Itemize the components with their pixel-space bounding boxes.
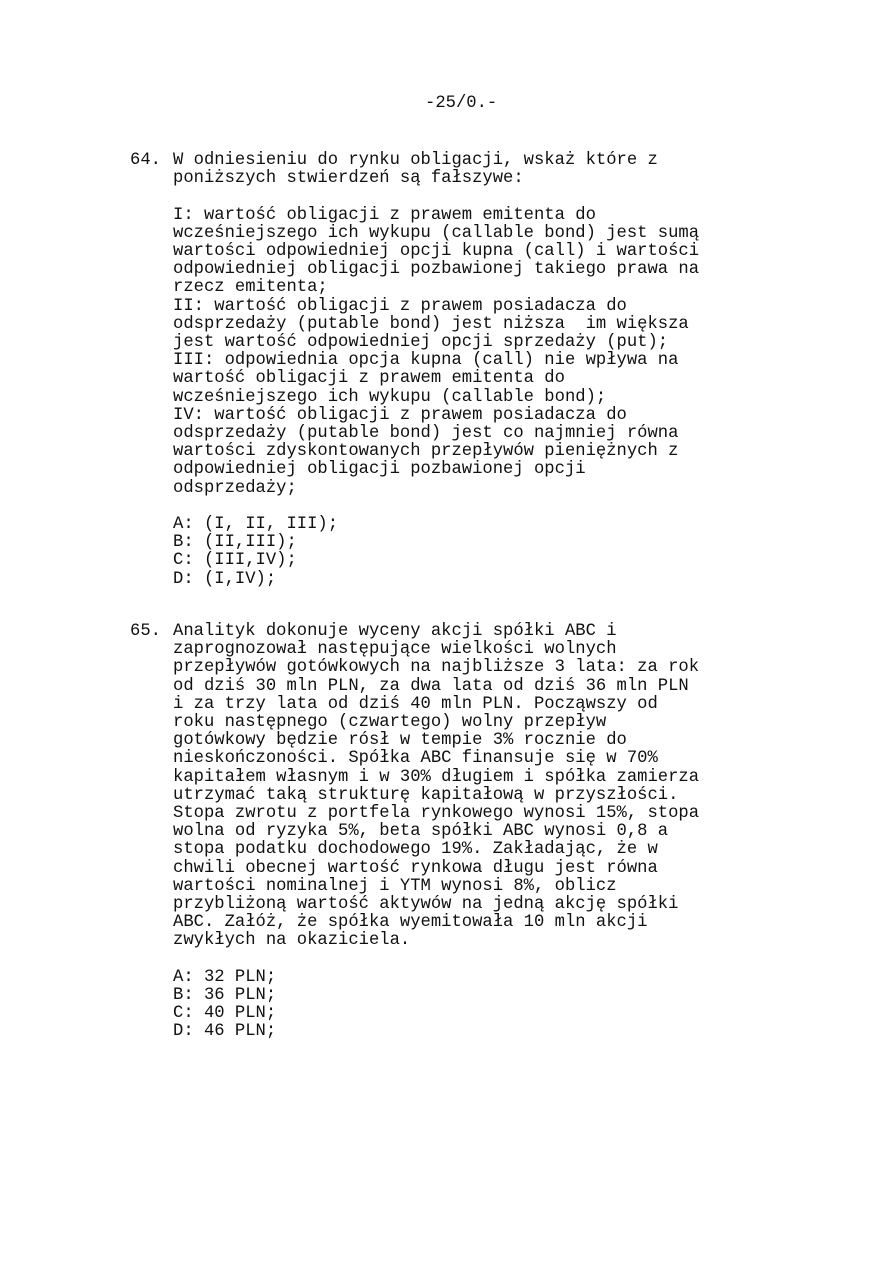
answer-option-c: C: (III,IV); (173, 551, 297, 571)
stem-line: i za trzy lata od dziś 40 mln PLN. Począwszy od (173, 694, 658, 714)
question-body (173, 152, 833, 589)
statement-line: odsprzedaży; (173, 478, 297, 498)
statement-line: wartość obligacji z prawem emitenta do (173, 369, 565, 389)
statement-line: odsprzedaży (putable bond) jest niższa im większa (173, 314, 689, 334)
statement-line: odpowiedniej obligacji pozbawionej takiego prawa na (173, 260, 700, 280)
stem-line: zaprognozował następujące wielkości wolnych (173, 640, 617, 660)
question-number: 65. (130, 622, 161, 641)
stem-line: wolna od ryzyka 5%, beta spółki ABC wynosi 0,8 a (173, 822, 669, 842)
question-body (173, 623, 833, 1042)
stem-line: wartości nominalnej i YTM wynosi 8%, oblicz (173, 876, 617, 896)
stem-line: przybliżoną wartość aktywów na jedną akcję spółki (173, 895, 679, 915)
statement-line: IV: wartość obligacji z prawem posiadacza do (173, 405, 627, 425)
answer-option-d: D: (I,IV); (173, 569, 277, 589)
statement-line: wartości odpowiedniej opcji kupna (call) i wartości (173, 242, 700, 261)
stem-line: roku następnego (czwartego) wolny przepływ (173, 713, 607, 733)
statement-line: wcześniejszego ich wykupu (callable bond) jest sumą (173, 223, 700, 243)
stem-line: gotówkowy będzie rósł w tempie 3% rocznie do (173, 731, 627, 751)
stem-line: zwykłych na okaziciela. (173, 931, 411, 951)
stem-line: chwili obecnej wartość rynkowa długu jest równa (173, 858, 658, 878)
stem-line: stopa podatku dochodowego 19%. Zakładając, że w (173, 840, 658, 860)
stem-line: kapitałem własnym i w 30% długiem i spółka zamierza (173, 767, 700, 787)
statement-line: rzecz emitenta; (173, 278, 328, 298)
answer-option-a: A: 32 PLN; (173, 967, 277, 987)
statement-line: II: wartość obligacji z prawem posiadacza do (173, 296, 627, 316)
stem-line: poniższych stwierdzeń są fałszywe: (173, 169, 524, 189)
stem-line: od dziś 30 mln PLN, za dwa lata od dziś 36 mln PLN (173, 676, 689, 696)
statement-line: odpowiedniej obligacji pozbawionej opcji (173, 460, 586, 480)
statement-line: wartości zdyskontowanych przepływów pieniężnych z (173, 442, 679, 462)
statement-line: wcześniejszego ich wykupu (callable bond); (173, 387, 607, 407)
answer-option-d: D: 46 PLN; (173, 1022, 277, 1042)
stem-line: nieskończoności. Spółka ABC finansuje się w 70% (173, 749, 658, 769)
statement-line: odsprzedaży (putable bond) jest co najmniej równa (173, 424, 679, 444)
answer-option-b: B: (II,III); (173, 533, 297, 553)
question-number: 64. (130, 151, 161, 170)
page-number: -25/0.- (425, 94, 498, 113)
statement-line: I: wartość obligacji z prawem emitenta do (173, 205, 596, 225)
stem-line: przepływów gotówkowych na najbliższe 3 lata: za rok (173, 658, 700, 678)
stem-line: ABC. Załóż, że spółka wyemitowała 10 mln akcji (173, 913, 648, 933)
stem-line: Stopa zwrotu z portfela rynkowego wynosi 15%, stopa (173, 804, 700, 824)
stem-line: Analityk dokonuje wyceny akcji spółki ABC i (173, 622, 617, 641)
stem-line: utrzymać taką strukturę kapitałową w przyszłości. (173, 785, 679, 805)
answer-option-c: C: 40 PLN; (173, 1004, 277, 1024)
answer-option-a: A: (I, II, III); (173, 515, 339, 535)
statement-line: III: odpowiednia opcja kupna (call) nie wpływa na (173, 351, 679, 371)
answer-option-b: B: 36 PLN; (173, 986, 277, 1006)
stem-line: W odniesieniu do rynku obligacji, wskaż które z (173, 151, 658, 170)
statement-line: jest wartość odpowiedniej opcji sprzedaży (put); (173, 333, 669, 353)
